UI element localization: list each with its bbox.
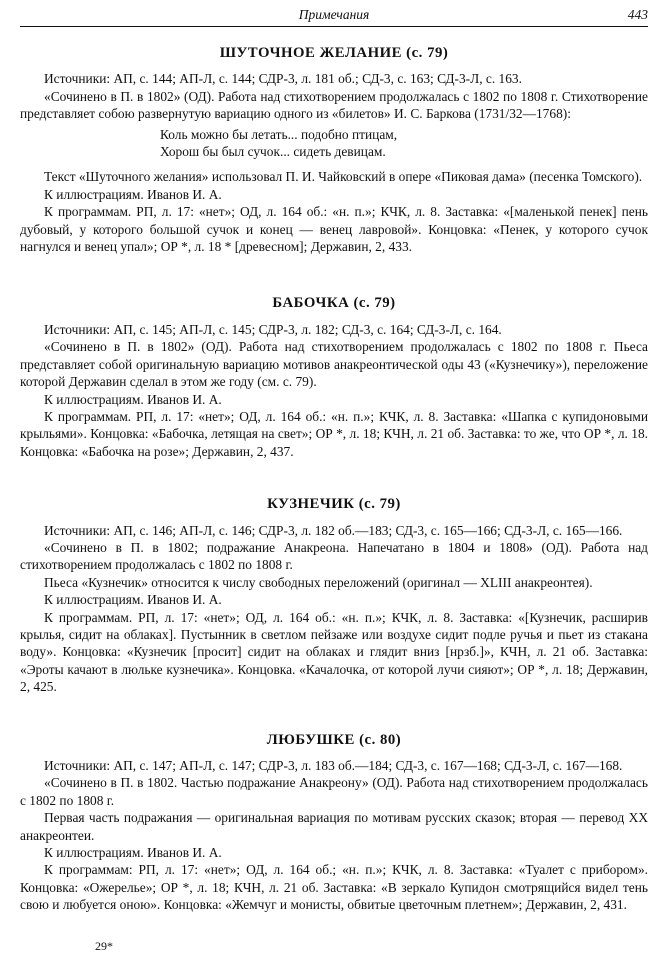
note-paragraph: Пьеса «Кузнечик» относится к числу свободных переложений (оригинал — XLIII анакреонтея). — [44, 574, 593, 590]
note-paragraph: «Сочинено в П. в 1802» (ОД). Работа над стихотворением продолжалась с 1802 по 1808 г. Стихотворение представляет собою развернутую вариацию одного из «билетов» И. С. Баркова (1731/32—1768): — [20, 88, 648, 122]
illustrations-paragraph: К иллюстрациям. Иванов И. А. — [44, 592, 222, 608]
entry-lyubushke — [20, 732, 648, 914]
entry-title: ЛЮБУШКЕ (с. 80) — [266, 731, 402, 748]
sources-paragraph: Источники: АП, с. 144; АП-Л, с. 144; СДР-3, л. 181 об.; СД-3, с. 163; СД-3-Л, с. 163. — [44, 71, 522, 87]
entry-kuznechik — [20, 496, 648, 695]
sources-paragraph: Источники: АП, с. 146; АП-Л, с. 146; СДР-3, л. 182 об.—183; СД-3, с. 165—166; СД-3-Л, с. 165—166. — [44, 522, 623, 538]
note-paragraph: «Сочинено в П. в 1802» (ОД). Работа над стихотворением продолжалась с 1802 по 1808 г. Пьеса представляет собой оригинальную вариацию мотивов анакреонтической оды 43 («Кузнечику»), переложение которой Державин сделал в этом же году (см. с. 79). — [20, 339, 648, 390]
entry-title: БАБОЧКА (с. 79) — [272, 295, 396, 312]
note-paragraph: Первая часть подражания — оригинальная вариация по мотивам русских сказок; вторая — перевод XX анакреонтеи. — [20, 810, 648, 843]
note-paragraph: «Сочинено в П. в 1802; подражание Анакреона. Напечатано в 1804 и 1808» (ОД). Работа над стихотворением продолжалась с 1802 по 1808 г. — [20, 539, 648, 573]
entry-babochka — [20, 295, 648, 460]
entry-title: КУЗНЕЧИК (с. 79) — [267, 496, 401, 513]
entry-shutochnoe-zhelanie — [20, 45, 648, 255]
page — [20, 0, 648, 914]
illustrations-paragraph: К иллюстрациям. Иванов И. А. — [44, 391, 222, 407]
sources-paragraph: Источники: АП, с. 147; АП-Л, с. 147; СДР-3, л. 183 об.—184; СД-3, с. 167—168; СД-3-Л, с. 167—168. — [44, 758, 623, 773]
entry-title: ШУТОЧНОЕ ЖЕЛАНИЕ (с. 79) — [219, 45, 449, 61]
verse-quote — [160, 126, 648, 161]
programs-paragraph: К программам. РП, л. 17: «нет»; ОД, л. 164 об.: «н. п.»; КЧК, л. 8. Заставка: «Шапка с купидоновыми крыльями». Концовка: «Бабочка, летящая на свет»; ОР *, л. 18; КЧН, л. 21 об. Заставка: то же, что ОР *, л. 18. Концовка: «Бабочка на розе»; Державин, 2, 437. — [20, 408, 648, 459]
illustrations-paragraph: К иллюстрациям. Иванов И. А. — [44, 845, 222, 861]
signature-mark: 29* — [95, 939, 113, 953]
programs-paragraph: К программам: РП, л. 17: «нет»; ОД, л. 164 об.; «н. п.»; КЧК, л. 8. Заставка: «Туалет с прибором». Концовка: «Ожерелье»; ОР *, л. 18; КЧН, л. 21 об. Заставка: «В зеркало Купидон смотрящийся видел тень свою и любуется оною». Концовка: «Жемчуг и монисты, обвитые цветочным плетнем»; Державин, 2, 431. — [20, 862, 648, 913]
verse-line: Коль можно бы летать... подобно птицам, — [160, 126, 398, 142]
illustrations-paragraph: К иллюстрациям. Иванов И. А. — [44, 186, 222, 202]
sources-paragraph: Источники: АП, с. 145; АП-Л, с. 145; СДР-3, л. 182; СД-3, с. 164; СД-3-Л, с. 164. — [44, 321, 502, 337]
note-paragraph: «Сочинено в П. в 1802. Частью подражание Анакреону» (ОД). Работа над стихотворением продолжалась с 1802 по 1808 г. — [20, 775, 648, 808]
verse-line: Хорош бы был сучок... сидеть девицам. — [160, 144, 386, 160]
programs-paragraph: К программам. РП, л. 17: «нет»; ОД, л. 164 об.: «н. п.»; КЧК, л. 8. Заставка: «[Кузнечик, расширив крылья, сидит на облаках]. Пустынник в светлом пейзаже или воздухе сидит подле ручья и пьет из стакана воду». Концовка: «Кузнечик [просит] сидит на облаках и глядит вниз [нрзб.]», КЧН, л. 21 об. Заставка: «Эроты качают в люльке кузнечика». Концовка. «Качалочка, от которой лучи сияют»; ОР *, л. 18; Державин, 2, 425. — [20, 609, 648, 695]
note-paragraph: Текст «Шуточного желания» использовал П. И. Чайковский в опере «Пиковая дама» (песенка Томского). — [44, 169, 643, 185]
running-title: Примечания — [298, 7, 370, 22]
running-head — [20, 2, 648, 27]
page-number: 443 — [627, 7, 648, 22]
programs-paragraph: К программам. РП, л. 17: «нет»; ОД, л. 164 об.: «н. п.»; КЧК, л. 8. Заставка: «[маленькой пенек] пень дубовый, у которого большой сучок и конец — венец лавровой». Концовка: «Пенек, у которого сучок нагнулся и венец упал»; ОР *, л. 18 * [древесном]; Державин, 2, 433. — [20, 204, 648, 255]
